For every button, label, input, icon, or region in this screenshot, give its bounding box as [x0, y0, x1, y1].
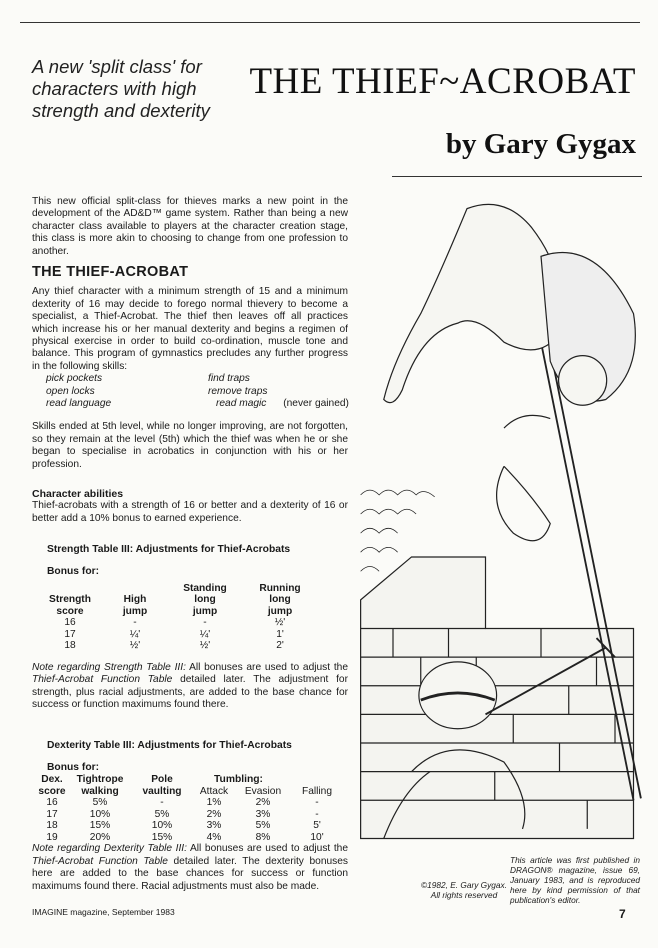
table-cell: 10% [151, 820, 173, 832]
header-line: long [269, 594, 291, 606]
skill: pick pockets [46, 373, 103, 385]
table-cell: ¼' [129, 628, 141, 640]
skills-list [32, 373, 348, 410]
table-cell: 20% [89, 831, 111, 843]
table-cell: 17 [46, 808, 58, 820]
header-line: Strength [49, 594, 91, 606]
note-text: detailed later. The dexterity bonuses here are added to the base chances for success or function maximums found there. Racial adjustments must also be made. [32, 855, 348, 892]
table-cell: 5% [92, 797, 108, 809]
abilities-section [32, 488, 348, 525]
strength-table-title: Strength Table III: Adjustments for Thief-Acrobats [47, 544, 291, 555]
header-line: jump [122, 605, 148, 617]
column-header [166, 583, 244, 618]
table-cell: ½' [199, 640, 211, 652]
header-line: score [56, 605, 84, 617]
strength-note [32, 662, 348, 712]
table-cell: ½' [129, 640, 141, 652]
header-line: Pole [151, 774, 173, 786]
table-row [36, 640, 316, 652]
note-ref: Thief-Acrobat Function Table [32, 674, 173, 686]
header-line: Running [259, 582, 301, 594]
table-row [34, 809, 342, 821]
bonus-for-label: Bonus for: [47, 762, 100, 774]
header-line: Evasion [244, 785, 282, 797]
thief-acrobat-illustration [356, 180, 652, 848]
column-header [36, 583, 104, 618]
intro-text: This new official split-class for thieves marks a new point in the development of the AD&D™ game system. Rather than being a new character class available to players at the character creation stage, this class is more akin to choosing to change from one profession to another. [32, 196, 348, 257]
table-cell: 17 [64, 628, 76, 640]
copyright-notice: ©1982, E. Gary Gygax. All rights reserved [421, 880, 507, 900]
header-line: long [194, 594, 216, 606]
skill: read language [46, 398, 112, 410]
column-header [130, 774, 194, 797]
thief-acrobat-section [32, 266, 348, 471]
header-line: Falling [301, 785, 332, 797]
column-header [292, 774, 342, 797]
table-cell: 18 [46, 820, 58, 832]
header-line: walking [81, 785, 119, 797]
note-text: All bonuses are used to adjust the [185, 661, 349, 673]
table-cell: 5' [313, 820, 321, 832]
table-cell: 19 [46, 831, 58, 843]
table-cell: - [160, 797, 164, 809]
table-row [34, 797, 342, 809]
table-cell: - [315, 808, 319, 820]
dexterity-table-title: Dexterity Table III: Adjustments for Thief-Acrobats [47, 740, 292, 751]
table-cell: 15% [151, 831, 173, 843]
header-line: High [123, 594, 147, 606]
table-cell: 10' [310, 831, 324, 843]
table-cell: ¼' [199, 628, 211, 640]
byline: by Gary Gygax [445, 128, 636, 160]
column-header [244, 583, 316, 618]
skill: find traps [208, 373, 250, 385]
page-number: 7 [619, 907, 626, 921]
table-cell: 1% [206, 797, 222, 809]
acrobat-figure [384, 204, 636, 540]
magazine-footer: IMAGINE magazine, September 1983 [32, 907, 175, 917]
skill-note: (never gained) [280, 398, 349, 410]
table-cell: - [133, 617, 137, 629]
skill: open locks [46, 385, 95, 397]
table-cell: ½' [274, 617, 286, 629]
note-ref: Thief-Acrobat Function Table [32, 855, 168, 867]
strength-table-block [32, 544, 348, 711]
column-header [70, 774, 130, 797]
table-cell: 16 [64, 617, 76, 629]
table-cell: 3% [255, 808, 271, 820]
table-cell: 5% [255, 820, 271, 832]
publication-credit: This article was first published in DRAGON® magazine, issue 69, January 1983, and is reproduced here by kind permission of that publication's editor. [510, 855, 640, 905]
intro-paragraph [32, 196, 348, 258]
header-line: score [38, 785, 66, 797]
note-lead: Note regarding Strength Table III: [32, 661, 186, 673]
note-lead: Note regarding Dexterity Table III: [32, 843, 187, 855]
table-row [34, 820, 342, 832]
strength-table [36, 583, 316, 652]
abilities-text: Thief-acrobats with a strength of 16 or better and a dexterity of 16 or better add a 10% bonus to earned experience. [32, 500, 348, 524]
subtitle: A new 'split class' for characters with high strength and dexterity [32, 56, 210, 121]
table-row [36, 629, 316, 641]
byline-rule [392, 176, 642, 177]
table-cell: 3% [206, 820, 222, 832]
header-line: jump [267, 605, 293, 617]
dexterity-note [32, 843, 348, 893]
header-line: Tightrope [76, 774, 124, 786]
table-cell: 18 [64, 640, 76, 652]
table-cell: 5% [154, 808, 170, 820]
tumbling-label: Tumbling: [214, 774, 263, 786]
dexterity-table [34, 774, 342, 843]
abilities-heading: Character abilities [32, 488, 124, 500]
note-text: detailed later. The adjustment for strength, plus racial adjustments, are added to the base chance for success or function maximums found there. [32, 674, 348, 711]
dexterity-table-block [32, 740, 348, 893]
skill-read-magic [194, 398, 362, 410]
column-header [34, 774, 70, 797]
table-cell: 2' [276, 640, 284, 652]
table-cell: 2% [255, 797, 271, 809]
note-text: All bonuses are used to adjust the [186, 843, 348, 855]
header-line: Attack [199, 785, 229, 797]
header-line: jump [192, 605, 218, 617]
skill: read magic [216, 398, 267, 410]
table-row [36, 617, 316, 629]
table-cell: 4% [206, 831, 222, 843]
header-line: Standing [183, 582, 227, 594]
bonus-for-label: Bonus for: [47, 566, 100, 578]
article-title: THE THIEF~ACROBAT [249, 61, 636, 102]
table-cell: 10% [89, 808, 111, 820]
section-paragraph: Skills ended at 5th level, while no longer improving, are not forgotten, so they remain at the level (5th) which the thief was when he or she began to specialise in acrobatics in conjunction with his or her profession. [32, 421, 348, 470]
section-heading: THE THIEF-ACROBAT [32, 264, 189, 280]
table-cell: 15% [89, 820, 111, 832]
table-cell: 8% [255, 831, 271, 843]
table-cell: - [203, 617, 207, 629]
top-rule [20, 22, 640, 23]
column-header [104, 583, 166, 618]
header-line: vaulting [142, 785, 182, 797]
section-paragraph: Any thief character with a minimum strength of 15 and a minimum dexterity of 16 may decide to forego normal thievery to become a specialist, a Thief-Acrobat. The thief then leaves off all practices which increase his or her manual dexterity and begins a regimen of physical exercise in order to build co-ordination, muscle tone and balance. This program of gymnastics precludes any further progress in the following skills: [32, 286, 348, 372]
header-line: Dex. [41, 774, 63, 786]
skill: remove traps [208, 385, 268, 397]
table-cell: - [315, 797, 319, 809]
table-cell: 16 [46, 797, 58, 809]
table-row [34, 832, 342, 844]
table-cell: 2% [206, 808, 222, 820]
table-cell: 1' [276, 628, 284, 640]
